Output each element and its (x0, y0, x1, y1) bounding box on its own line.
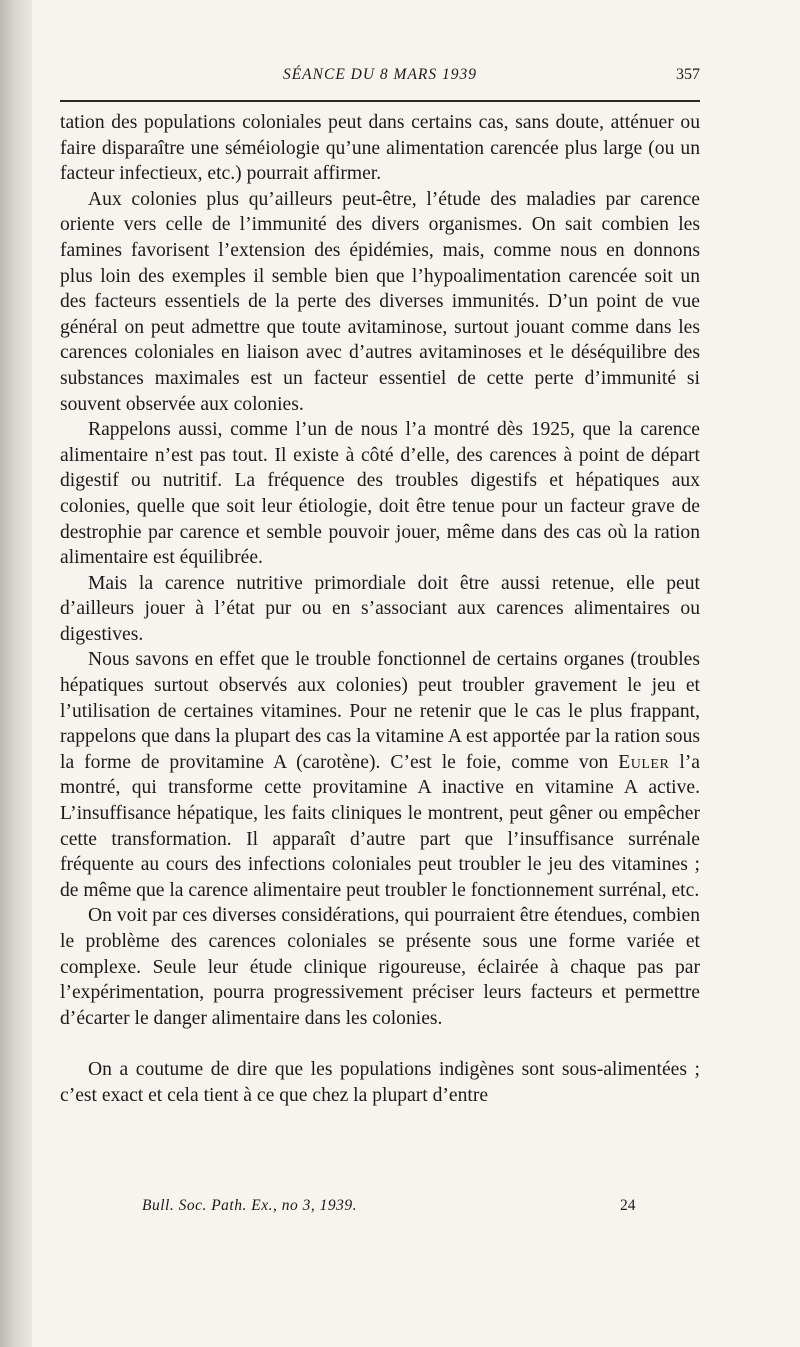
paragraph-continued: tation des populations coloniales peut dans certains cas, sans doute, atténuer ou faire disparaître une séméiologie qu’une alimentation carencée plus large (ou un facteur infectieux, etc.) pourrait affirmer. (60, 112, 700, 185)
footer-citation: Bull. Soc. Path. Ex., no 3, 1939. (142, 1197, 357, 1214)
page-header (60, 66, 700, 94)
page-number: 357 (676, 66, 700, 83)
paragraph-hepatic (60, 647, 700, 903)
author-name-euler: Euler (618, 751, 670, 773)
body-text (60, 110, 700, 1109)
paragraph-hepatic-part-1: Nous savons en effet que le trouble fonctionnel de certains organes (troubles hépatiques surtout observés aux colonies) peut troubler gravement le jeu et l’utilisation de certaines vitamines. Pour ne retenir que le cas le plus frappant, rappelons que dans la plupart des cas la vitamine A est apportée par la ration sous la forme de provitamine A (carotène). C’est le foie, comme von (60, 649, 700, 773)
paragraph-conclusion: On voit par ces diverses considérations, qui pourraient être étendues, combien le problème des carences coloniales se présente sous une forme variée et complexe. Seule leur étude clinique rigoureuse, éclairée à chaque pas par l’expérimentation, pourra progressivement préciser leurs facteurs et permettre d’écarter le danger alimentaire dans les colonies. (60, 905, 700, 1029)
section-gap (60, 1031, 700, 1057)
paragraph-hepatic-part-2: l’a montré, qui transforme cette provitamine A inactive en vitamine A active. L’insuffisance hépatique, les faits cliniques le montrent, peut gêner ou empêcher cette transformation. Il apparaît d’autre part que l’insuffisance surrénale fréquente au cours des infections coloniales peut troubler le jeu des vitamines ; de même que la carence alimentaire peut troubler le fonctionnement surrénal, etc. (60, 751, 700, 901)
page-footer (60, 1197, 700, 1221)
paragraph-immunity: Aux colonies plus qu’ailleurs peut-être, l’étude des maladies par carence oriente vers celle de l’immunité des divers organismes. On sait combien les famines favorisent l’extension des épidémies, mais, comme nous en donnons plus loin des exemples il semble bien que l’hypoalimentation carencée soit un des facteurs essentiels de la perte des diverses immunités. D’un point de vue général on peut admettre que toute avitaminose, surtout jouant comme dans les carences coloniales en liaison avec d’autres avitaminoses et le déséquilibre des substances maximales est un facteur essentiel de cette perte d’immunité si souvent observée aux colonies. (60, 188, 700, 415)
running-head: SÉANCE DU 8 MARS 1939 (282, 66, 478, 83)
header-rule (60, 100, 700, 102)
signature-mark: 24 (620, 1197, 636, 1214)
paragraph-nutritive-carence: Mais la carence nutritive primordiale doit être aussi retenue, elle peut d’ailleurs jouer à l’état pur ou en s’associant aux carences alimentaires ou digestives. (60, 572, 700, 645)
paragraph-digestive-carence: Rappelons aussi, comme l’un de nous l’a montré dès 1925, que la carence alimentaire n’est pas tout. Il existe à côté d’elle, des carences à point de départ digestif ou nutritif. La fréquence des troubles digestifs et hépatiques aux colonies, quelle que soit leur étiologie, doit être tenue pour un facteur grave de destrophie par carence et semble pouvoir jouer, même dans des cas où la ration alimentaire est équilibrée. (60, 419, 700, 569)
paragraph-new-section: On a coutume de dire que les populations indigènes sont sous-alimentées ; c’est exact et cela tient à ce que chez la plupart d’entre (60, 1059, 700, 1106)
book-spine-shadow (0, 0, 32, 1347)
